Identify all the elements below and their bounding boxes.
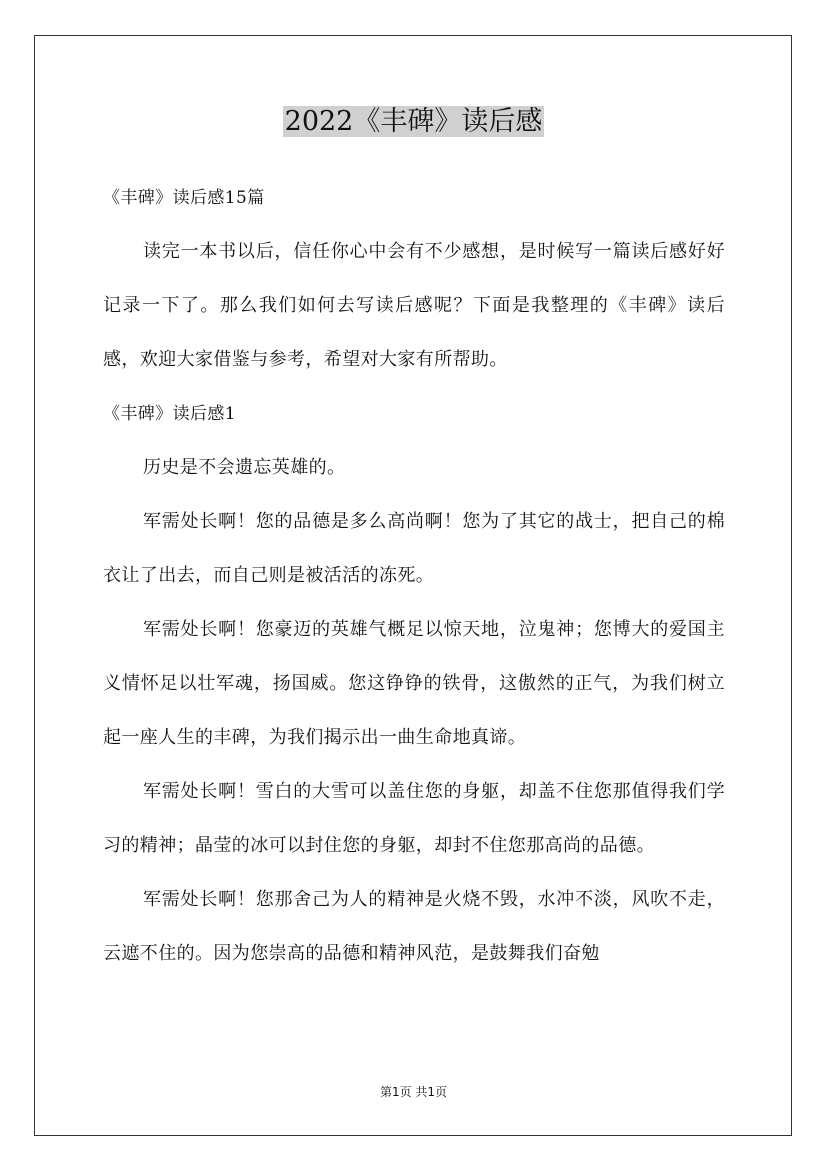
document-title [0,103,827,141]
document-title-text: 2022《丰碑》读后感 [284,106,543,137]
body-paragraph: 历史是不会遗忘英雄的。 [143,457,346,478]
body-paragraph: 军需处长啊！雪白的大雪可以盖住您的身躯，却盖不住您那值得我们学习的精神；晶莹的冰可以封住您的身躯，却封不住您那高尚的品德。 [103,781,725,856]
document-subtitle: 《丰碑》读后感15篇 [103,188,265,208]
page-footer: 第1页 共1页 [379,1085,448,1099]
section-heading: 《丰碑》读后感1 [103,404,237,424]
body-paragraph: 军需处长啊！您的品德是多么高尚啊！您为了其它的战士，把自己的棉衣让了出去，而自己则是被活活的冻死。 [103,511,725,586]
body-paragraph: 军需处长啊！您那舍己为人的精神是火烧不毁，水冲不淡，风吹不走，云遮不住的。因为您崇高的品德和精神风范，是鼓舞我们奋勉 [103,889,725,964]
body-paragraph: 军需处长啊！您豪迈的英雄气概足以惊天地，泣鬼神；您博大的爱国主义情怀足以壮军魂，扬国威。您这铮铮的铁骨，这傲然的正气，为我们树立起一座人生的丰碑，为我们揭示出一曲生命地真谛。 [103,619,725,748]
intro-paragraph: 读完一本书以后，信任你心中会有不少感想，是时候写一篇读后感好好记录一下了。那么我们如何去写读后感呢？下面是我整理的《丰碑》读后感，欢迎大家借鉴与参考，希望对大家有所帮助。 [103,241,725,370]
document-body [103,171,725,981]
